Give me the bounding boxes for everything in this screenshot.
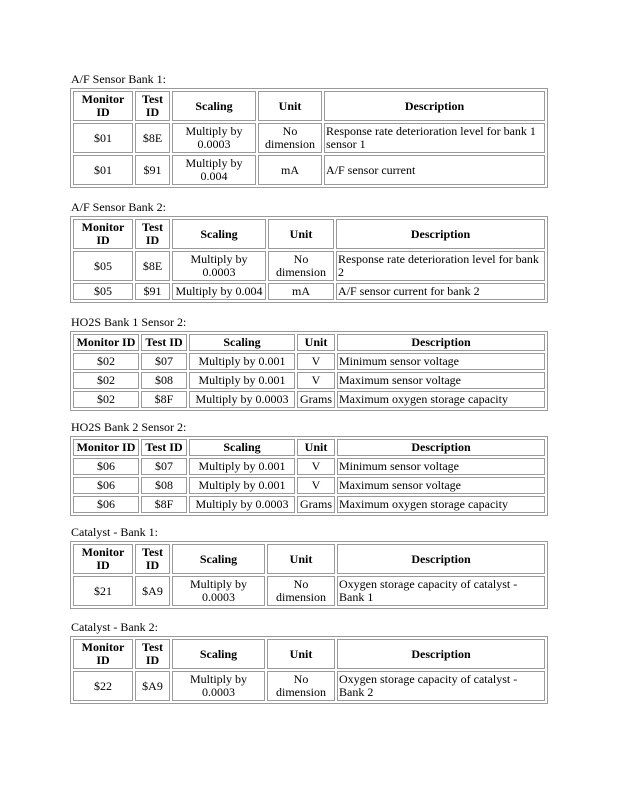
cell-scaling: Multiply by 0.004 xyxy=(172,155,256,185)
table-row xyxy=(73,123,545,153)
cell-monitor-id: $02 xyxy=(73,372,139,389)
cell-unit: No dimension xyxy=(267,671,335,701)
header-unit: Unit xyxy=(258,91,322,121)
cell-test-id: $91 xyxy=(135,155,170,185)
table-row xyxy=(73,576,545,606)
header-monitor-id: Monitor ID xyxy=(73,439,139,456)
cell-unit: No dimension xyxy=(267,576,335,606)
header-scaling: Scaling xyxy=(172,91,256,121)
cell-description: A/F sensor current xyxy=(324,155,545,185)
header-row xyxy=(73,91,545,121)
header-unit: Unit xyxy=(297,334,335,351)
header-row xyxy=(73,334,545,351)
cell-test-id: $07 xyxy=(141,353,187,370)
section-af-sensor-bank-1 xyxy=(71,72,549,188)
header-row xyxy=(73,219,545,249)
table-title: A/F Sensor Bank 2: xyxy=(71,200,167,214)
cell-unit: No dimension xyxy=(258,123,322,153)
header-row xyxy=(73,639,545,669)
header-test-id: Test ID xyxy=(141,439,187,456)
header-test-id: Test ID xyxy=(135,639,170,669)
header-unit: Unit xyxy=(297,439,335,456)
cell-description: A/F sensor current for bank 2 xyxy=(336,283,545,300)
table-row xyxy=(73,458,545,475)
table-row xyxy=(73,353,545,370)
section-ho2s-bank-1-sensor-2 xyxy=(71,315,549,411)
data-table xyxy=(70,216,548,303)
header-description: Description xyxy=(324,91,545,121)
cell-monitor-id: $05 xyxy=(73,283,133,300)
table-row xyxy=(73,391,545,408)
cell-test-id: $08 xyxy=(141,372,187,389)
table-row xyxy=(73,477,545,494)
header-monitor-id: Monitor ID xyxy=(73,544,133,574)
section-catalyst-bank-2 xyxy=(71,620,549,704)
cell-description: Maximum sensor voltage xyxy=(337,372,545,389)
table-title: HO2S Bank 1 Sensor 2: xyxy=(71,315,187,329)
cell-description: Oxygen storage capacity of catalyst - Bank 1 xyxy=(337,576,545,606)
cell-scaling: Multiply by 0.001 xyxy=(189,353,295,370)
header-description: Description xyxy=(337,334,545,351)
header-scaling: Scaling xyxy=(172,639,265,669)
cell-description: Response rate deterioration level for bank 2 xyxy=(336,251,545,281)
data-table xyxy=(70,636,548,704)
header-monitor-id: Monitor ID xyxy=(73,91,133,121)
header-scaling: Scaling xyxy=(172,219,266,249)
section-af-sensor-bank-2 xyxy=(71,200,549,303)
header-monitor-id: Monitor ID xyxy=(73,334,139,351)
cell-description: Minimum sensor voltage xyxy=(337,458,545,475)
header-test-id: Test ID xyxy=(135,91,170,121)
table-row xyxy=(73,155,545,185)
cell-description: Maximum oxygen storage capacity xyxy=(337,496,545,513)
table-row xyxy=(73,671,545,701)
cell-monitor-id: $01 xyxy=(73,155,133,185)
header-row xyxy=(73,439,545,456)
cell-test-id: $A9 xyxy=(135,576,170,606)
cell-scaling: Multiply by 0.0003 xyxy=(189,391,295,408)
header-unit: Unit xyxy=(267,544,335,574)
cell-scaling: Multiply by 0.0003 xyxy=(189,496,295,513)
cell-test-id: $08 xyxy=(141,477,187,494)
data-table xyxy=(70,88,548,188)
cell-unit: No dimension xyxy=(268,251,334,281)
header-monitor-id: Monitor ID xyxy=(73,639,133,669)
header-unit: Unit xyxy=(267,639,335,669)
cell-monitor-id: $05 xyxy=(73,251,133,281)
cell-scaling: Multiply by 0.001 xyxy=(189,477,295,494)
cell-scaling: Multiply by 0.001 xyxy=(189,372,295,389)
table-title: HO2S Bank 2 Sensor 2: xyxy=(71,420,187,434)
header-test-id: Test ID xyxy=(135,219,170,249)
header-description: Description xyxy=(337,439,545,456)
table-row xyxy=(73,496,545,513)
cell-description: Minimum sensor voltage xyxy=(337,353,545,370)
header-row xyxy=(73,544,545,574)
cell-test-id: $A9 xyxy=(135,671,170,701)
cell-unit: mA xyxy=(258,155,322,185)
table-title: Catalyst - Bank 2: xyxy=(71,620,158,634)
cell-scaling: Multiply by 0.0003 xyxy=(172,123,256,153)
header-description: Description xyxy=(337,544,545,574)
cell-description: Maximum sensor voltage xyxy=(337,477,545,494)
data-table xyxy=(70,331,548,411)
cell-test-id: $07 xyxy=(141,458,187,475)
cell-description: Response rate deterioration level for bank 1 sensor 1 xyxy=(324,123,545,153)
table-title: A/F Sensor Bank 1: xyxy=(71,72,167,86)
cell-scaling: Multiply by 0.004 xyxy=(172,283,266,300)
cell-scaling: Multiply by 0.0003 xyxy=(172,251,266,281)
cell-test-id: $8F xyxy=(141,496,187,513)
data-table xyxy=(70,541,548,609)
cell-test-id: $8E xyxy=(135,251,170,281)
cell-description: Oxygen storage capacity of catalyst - Bank 2 xyxy=(337,671,545,701)
header-scaling: Scaling xyxy=(189,439,295,456)
cell-unit: Grams xyxy=(297,496,335,513)
header-test-id: Test ID xyxy=(135,544,170,574)
cell-monitor-id: $02 xyxy=(73,353,139,370)
cell-unit: V xyxy=(297,458,335,475)
header-monitor-id: Monitor ID xyxy=(73,219,133,249)
cell-monitor-id: $06 xyxy=(73,496,139,513)
cell-scaling: Multiply by 0.0003 xyxy=(172,671,265,701)
cell-monitor-id: $06 xyxy=(73,477,139,494)
header-description: Description xyxy=(336,219,545,249)
cell-test-id: $8F xyxy=(141,391,187,408)
cell-monitor-id: $21 xyxy=(73,576,133,606)
table-row xyxy=(73,251,545,281)
cell-unit: Grams xyxy=(297,391,335,408)
cell-monitor-id: $02 xyxy=(73,391,139,408)
table-row xyxy=(73,283,545,300)
cell-test-id: $8E xyxy=(135,123,170,153)
cell-monitor-id: $22 xyxy=(73,671,133,701)
header-test-id: Test ID xyxy=(141,334,187,351)
section-ho2s-bank-2-sensor-2 xyxy=(71,420,549,516)
cell-scaling: Multiply by 0.0003 xyxy=(172,576,265,606)
header-description: Description xyxy=(337,639,545,669)
cell-scaling: Multiply by 0.001 xyxy=(189,458,295,475)
table-title: Catalyst - Bank 1: xyxy=(71,525,158,539)
cell-monitor-id: $01 xyxy=(73,123,133,153)
header-unit: Unit xyxy=(268,219,334,249)
cell-monitor-id: $06 xyxy=(73,458,139,475)
cell-test-id: $91 xyxy=(135,283,170,300)
cell-unit: V xyxy=(297,477,335,494)
header-scaling: Scaling xyxy=(189,334,295,351)
header-scaling: Scaling xyxy=(172,544,265,574)
data-table xyxy=(70,436,548,516)
cell-unit: V xyxy=(297,372,335,389)
cell-unit: V xyxy=(297,353,335,370)
table-row xyxy=(73,372,545,389)
section-catalyst-bank-1 xyxy=(71,525,549,609)
cell-description: Maximum oxygen storage capacity xyxy=(337,391,545,408)
cell-unit: mA xyxy=(268,283,334,300)
